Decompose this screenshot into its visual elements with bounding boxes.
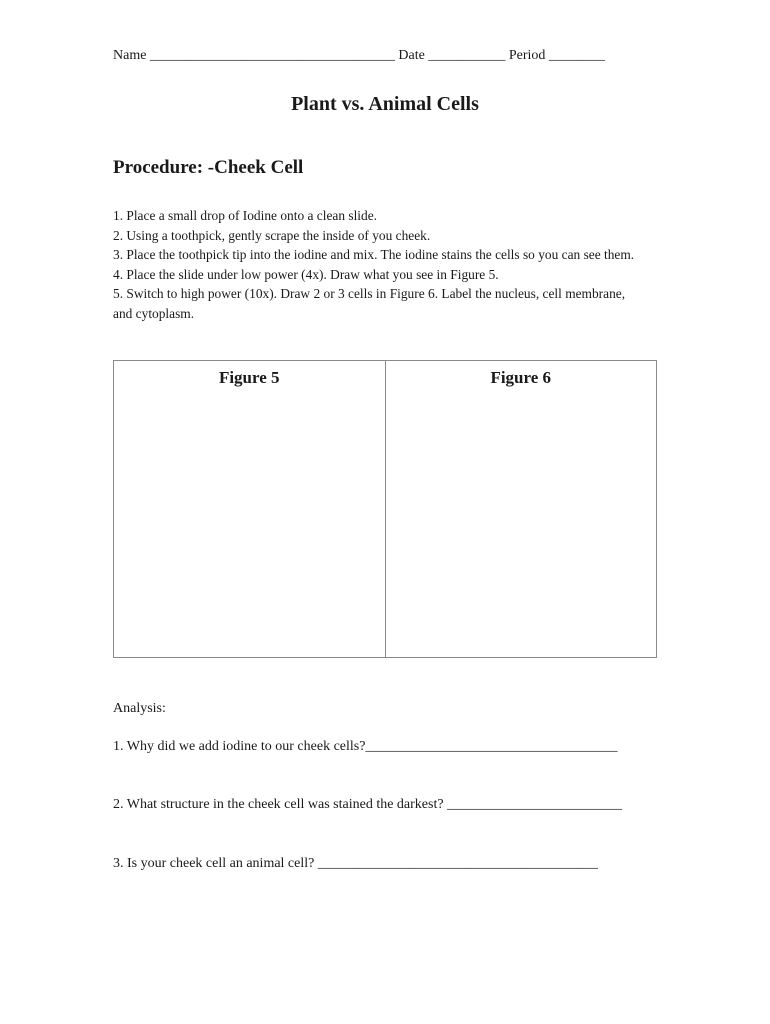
procedure-step: 2. Using a toothpick, gently scrape the inside of you cheek. bbox=[113, 227, 431, 243]
analysis-question-3: 3. Is your cheek cell an animal cell? ________________________________________ bbox=[113, 856, 598, 871]
procedure-heading: Procedure: -Cheek Cell bbox=[113, 157, 304, 178]
figure-5-box[interactable] bbox=[114, 361, 385, 657]
figure-5-label: Figure 5 bbox=[218, 368, 280, 387]
name-date-period-line: Name ___________________________________ Date ___________ Period ________ bbox=[113, 48, 605, 63]
page-title: Plant vs. Animal Cells bbox=[291, 93, 479, 115]
procedure-step: 5. Switch to high power (10x). Draw 2 or 3 cells in Figure 6. Label the nucleus, cell membrane, and cytoplasm. bbox=[113, 286, 626, 321]
figure-table bbox=[113, 360, 657, 658]
procedure-step: 3. Place the toothpick tip into the iodine and mix. The iodine stains the cells so you can see them. bbox=[113, 247, 635, 262]
figure-6-label: Figure 6 bbox=[490, 368, 552, 387]
procedure-step: 1. Place a small drop of Iodine onto a clean slide. bbox=[113, 208, 378, 223]
analysis-label: Analysis: bbox=[113, 701, 166, 716]
analysis-question-1: 1. Why did we add iodine to our cheek cells?____________________________________ bbox=[113, 739, 618, 754]
procedure-steps bbox=[113, 206, 643, 323]
figure-6-box[interactable] bbox=[385, 361, 657, 657]
procedure-step: 4. Place the slide under low power (4x). Draw what you see in Figure 5. bbox=[113, 266, 499, 282]
analysis-question-2: 2. What structure in the cheek cell was stained the darkest? _________________________ bbox=[113, 797, 623, 812]
